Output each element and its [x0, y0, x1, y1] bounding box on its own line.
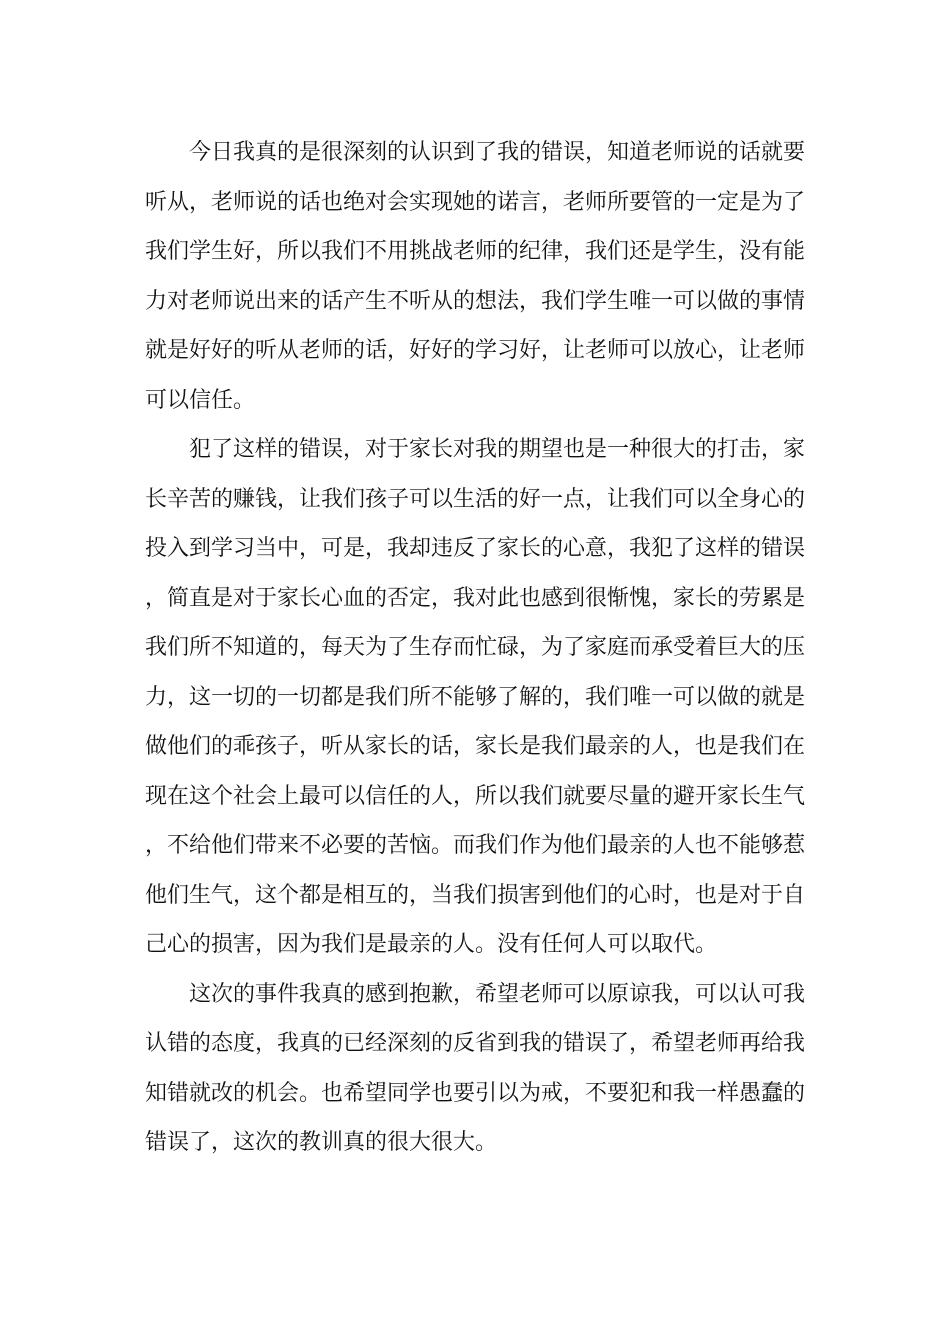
document-body	[145, 128, 805, 1168]
paragraph-3: 这次的事件我真的感到抱歉，希望老师可以原谅我，可以认可我认错的态度，我真的已经深刻的反省到我的错误了，希望老师再给我知错就改的机会。也希望同学也要引以为戒，不要犯和我一样愚蠢的错误了，这次的教训真的很大很大。	[145, 981, 806, 1155]
paragraph-1: 今日我真的是很深刻的认识到了我的错误，知道老师说的话就要听从，老师说的话也绝对会实现她的诺言，老师所要管的一定是为了我们学生好，所以我们不用挑战老师的纪律，我们还是学生，没有能力对老师说出来的话产生不听从的想法，我们学生唯一可以做的事情就是好好的听从老师的话，好好的学习好，让老师可以放心，让老师可以信任。	[145, 140, 806, 413]
paragraph-2: 犯了这样的错误，对于家长对我的期望也是一种很大的打击，家长辛苦的赚钱，让我们孩子可以生活的好一点，让我们可以全身心的投入到学习当中，可是，我却违反了家长的心意，我犯了这样的错误，简直是对于家长心血的否定，我对此也感到很惭愧，家长的劳累是我们所不知道的，每天为了生存而忙碌，为了家庭而承受着巨大的压力，这一切的一切都是我们所不能够了解的，我们唯一可以做的就是做他们的乖孩子，听从家长的话，家长是我们最亲的人，也是我们在现在这个社会上最可以信任的人，所以我们就要尽量的避开家长生气，不给他们带来不必要的苦恼。而我们作为他们最亲的人也不能够惹他们生气，这个都是相互的，当我们损害到他们的心时，也是对于自己心的损害，因为我们是最亲的人。没有任何人可以取代。	[145, 437, 806, 957]
